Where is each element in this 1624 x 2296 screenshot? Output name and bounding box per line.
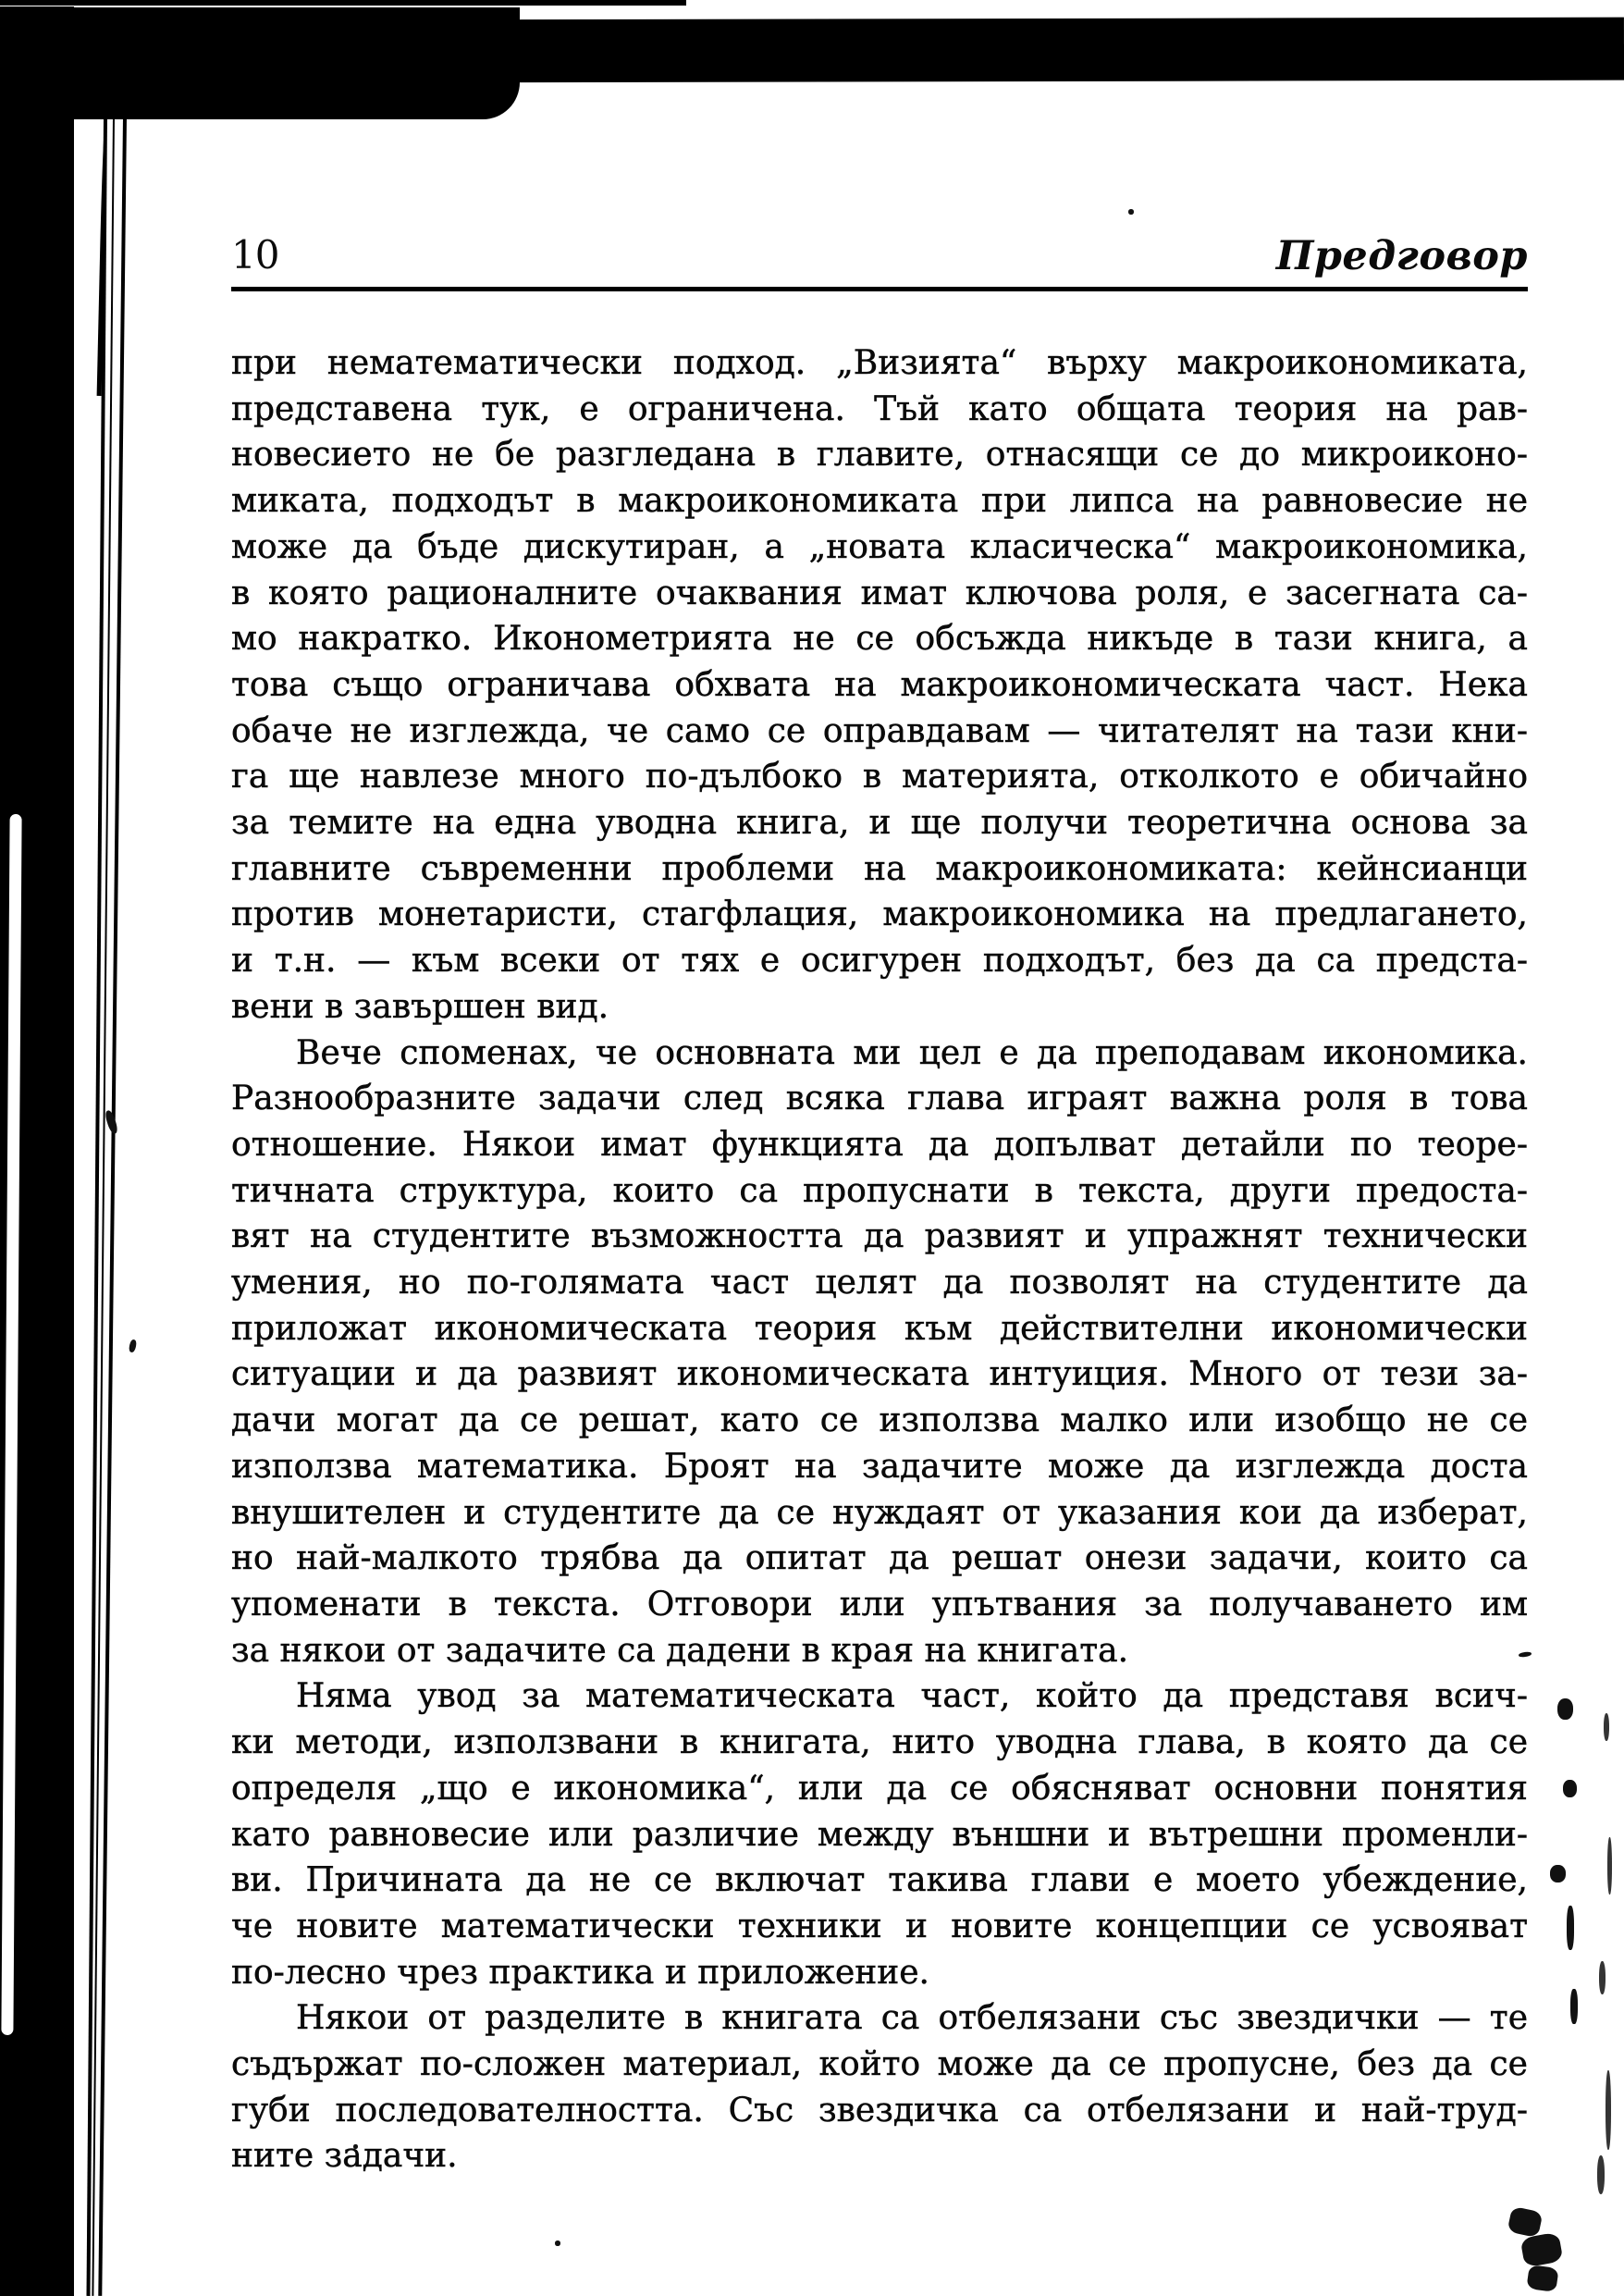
scan-speck xyxy=(1128,209,1134,215)
text-line: може да бъде дискутиран, а „новата класическа“ макроикономика, xyxy=(231,527,1528,566)
text-line: по-лесно чрез практика и приложение. xyxy=(231,1953,929,1992)
text-line: мо накратко. Иконометрията не се обсъжда никъде в тази книга, а xyxy=(231,620,1528,659)
text-line: отношение. Някои имат функцията да допълват детайли по теоре- xyxy=(231,1125,1528,1164)
text-line: Вече споменах, че основната ми цел е да преподавам икономика. xyxy=(296,1033,1528,1072)
scan-edge-noise xyxy=(1604,1713,1609,1741)
scan-edge-noise xyxy=(1607,1837,1612,1895)
text-line: тичната структура, които са пропуснати в текста, други предоста- xyxy=(231,1171,1528,1210)
scan-edge-noise xyxy=(1606,2070,1611,2150)
scan-ink-blot xyxy=(1520,2232,1564,2268)
text-line: но най-малкото трябва да опитат да решат онези задачи, които са xyxy=(231,1539,1528,1578)
text-line: главните съвременни проблеми на макроикономиката: кейнсианци xyxy=(231,849,1528,888)
text-line: използва математика. Броят на задачите може да изглежда доста xyxy=(231,1447,1528,1486)
scan-speck xyxy=(104,1109,119,1135)
text-line: определя „що е икономика“, или да се обясняват основни понятия xyxy=(231,1769,1528,1808)
scan-ink-blot xyxy=(1563,1780,1577,1797)
text-line: дачи могат да се решат, като се използва малко или изобщо не се xyxy=(231,1401,1528,1440)
text-line: Разнообразните задачи след всяка глава играят важна роля в това xyxy=(231,1080,1528,1118)
scan-ink-blot xyxy=(1550,1865,1566,1882)
text-line: внушителен и студентите да се нуждаят от указания кои да изберат, xyxy=(231,1493,1528,1532)
page-number: 10 xyxy=(231,232,279,278)
scan-edge-noise xyxy=(1599,1961,1606,1994)
scan-top-shadow-right xyxy=(462,18,1624,83)
text-line: вени в завършен вид. xyxy=(231,987,609,1026)
running-header-title: Предговор xyxy=(1275,233,1528,279)
scan-top-shadow-left xyxy=(0,7,520,119)
text-line: че новите математически техники и новите концепции се усвояват xyxy=(231,1907,1528,1945)
text-line: и т.н. — към всеки от тях е осигурен подходът, без да са предста- xyxy=(231,942,1528,981)
text-line: в която рационалните очаквания имат ключова роля, е засегната са- xyxy=(231,574,1528,612)
scan-speck xyxy=(555,2240,560,2246)
text-line: Някои от разделите в книгата са отбелязани със звездички — те xyxy=(296,1999,1528,2038)
text-line: като равновесие или различие между външни и вътрешни променли- xyxy=(231,1815,1528,1854)
text-line: това също ограничава обхвата на макроикономическата част. Нека xyxy=(231,665,1528,704)
text-line: ситуации и да развият икономическата интуиция. Много от тези за- xyxy=(231,1355,1528,1394)
text-line: Няма увод за математическата част, който да представя всич- xyxy=(296,1677,1528,1716)
page-body-text xyxy=(231,340,1528,2179)
scan-ink-blot xyxy=(1526,2265,1558,2292)
text-line: упоменати в текста. Отговори или упътвания за получаването им xyxy=(231,1585,1528,1623)
text-line: ки методи, използвани в книгата, нито уводна глава, в която да се xyxy=(231,1723,1528,1762)
scan-edge-noise xyxy=(1597,2155,1605,2194)
text-line: представена тук, е ограничена. Тъй като общата теория на рав- xyxy=(231,389,1528,428)
scan-speck xyxy=(129,1339,138,1352)
scan-ink-blot xyxy=(1570,1989,1578,2024)
page-header xyxy=(231,232,1528,283)
text-line: миката, подходът в макроикономиката при липса на равновесие не xyxy=(231,482,1528,521)
text-line: съдържат по-сложен материал, който може да се пропусне, без да се xyxy=(231,2045,1528,2084)
text-line: против монетаристи, стагфлация, макроикономика на предлагането, xyxy=(231,895,1528,934)
text-line: ните задачи. xyxy=(231,2137,458,2176)
text-line: за някои от задачите са дадени в края на книгата. xyxy=(231,1631,1129,1670)
text-line: умения, но по-голямата част целят да позволят на студентите да xyxy=(231,1264,1528,1302)
scan-ink-blot xyxy=(1557,1698,1573,1720)
text-line: вят на студентите възможността да развият и упражнят технически xyxy=(231,1217,1528,1256)
text-line: губи последователността. Със звездичка са отбелязани и най-труд- xyxy=(231,2091,1528,2129)
text-line: обаче не изглежда, че само се оправдавам — читателят на тази кни- xyxy=(231,711,1528,750)
scan-ink-blot xyxy=(1567,1906,1574,1950)
text-line: новесието не бе разгледана в главите, отнасящи се до микроиконо- xyxy=(231,436,1528,475)
header-rule xyxy=(231,287,1528,291)
scan-top-hairline xyxy=(0,0,686,6)
text-line: при нематематически подход. „Визията“ върху макроикономиката, xyxy=(231,344,1528,382)
text-line: ви. Причината да не се включат такива глави е моето убеждение, xyxy=(231,1861,1528,1900)
text-line: за темите на една уводна книга, и ще получи теоретична основа за xyxy=(231,804,1528,843)
scan-ink-blot xyxy=(1507,2206,1543,2238)
text-line: приложат икономическата теория към действителни икономически xyxy=(231,1309,1528,1348)
text-line: га ще навлезе много по-дълбоко в материята, отколкото е обичайно xyxy=(231,758,1528,796)
